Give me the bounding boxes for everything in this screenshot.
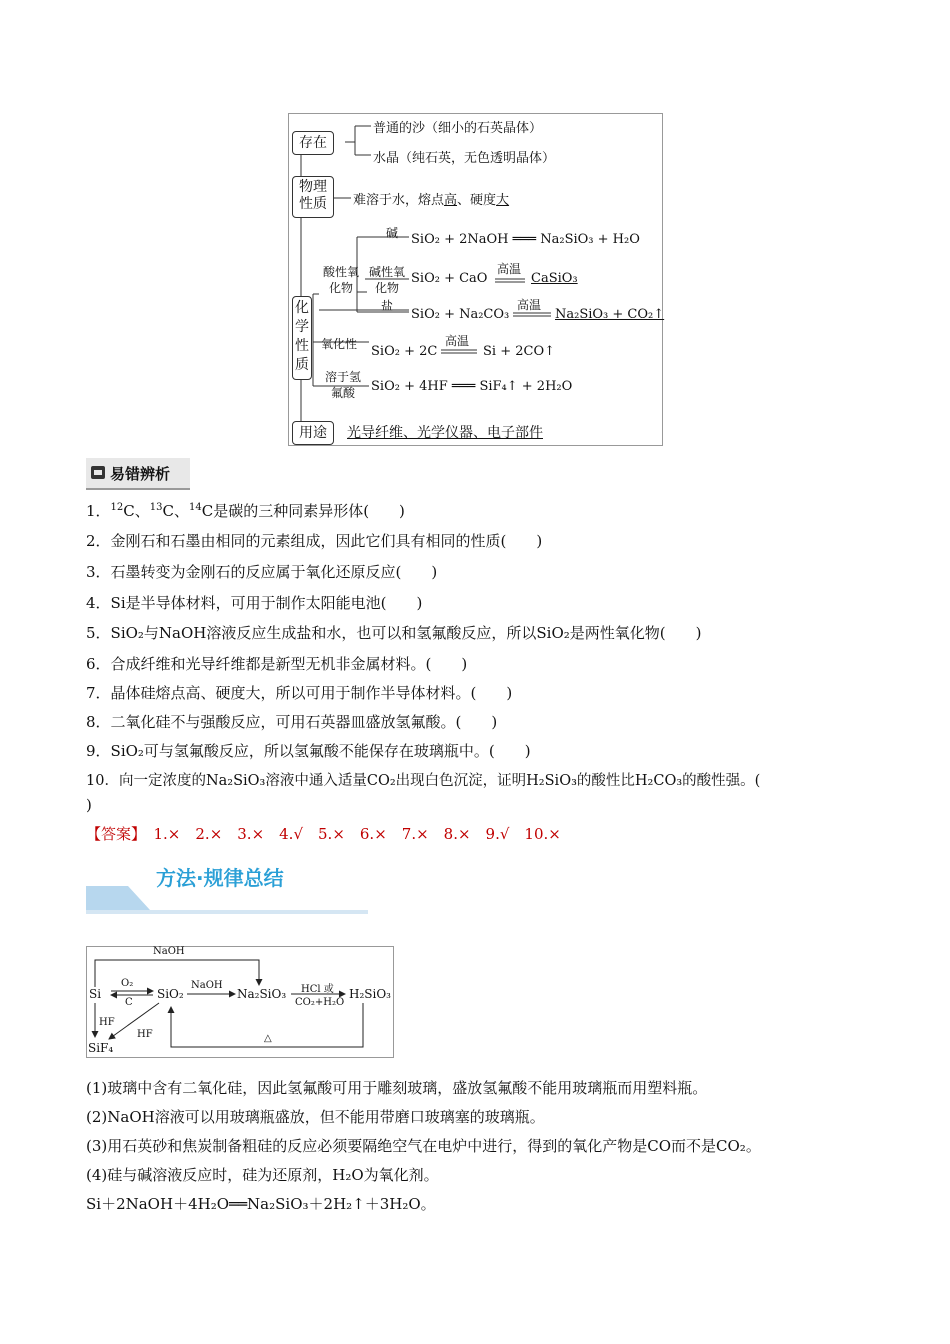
reaction-basic-oxide-left: SiO₂ + CaO: [411, 271, 488, 286]
physical-box: [292, 176, 334, 218]
reaction-hf: SiO₂ + 4HF ═══ SiF₄↑ + 2H₂O: [371, 379, 573, 394]
question-10-end: ): [86, 796, 92, 814]
q1-sup-12: 12: [110, 502, 124, 513]
reaction-oxidizing-right: Si + 2CO↑: [483, 344, 555, 359]
note-1: (1)玻璃中含有二氧化硅，因此氢氟酸可用于雕刻玻璃，盛放氢氟酸不能用玻璃瓶而用塑料瓶。: [86, 1079, 708, 1097]
physical-text-a: 难溶于水，熔点: [353, 193, 445, 208]
question-6: 6．合成纤维和光导纤维都是新型无机非金属材料。( ): [86, 655, 468, 673]
dissolve-hf-label: 溶于氢氟酸: [324, 370, 361, 400]
reaction-salt-left: SiO₂ + Na₂CO₃: [411, 307, 510, 322]
silicon-reaction-diagram: [86, 946, 394, 1058]
question-8: 8．二氧化硅不与强酸反应，可用石英器皿盛放氢氟酸。( ): [86, 713, 498, 731]
co2h2o-label: CO₂+H₂O: [295, 997, 345, 1008]
note-4: (4)硅与碱溶液反应时，硅为还原剂，H₂O为氧化剂。: [86, 1166, 439, 1184]
chemical-box: [292, 296, 312, 380]
question-2: 2．金刚石和石墨由相同的元素组成，因此它们具有相同的性质( ): [86, 532, 543, 550]
use-label: 用途: [299, 425, 327, 441]
salt-label: 盐: [381, 299, 394, 313]
base-label: 碱: [386, 226, 399, 240]
existence-label: 存在: [299, 135, 327, 151]
h2sio3-node: H₂SiO₃: [349, 987, 391, 1001]
physical-text-b: 、硬度: [457, 193, 497, 208]
q1-sup-13: 13: [149, 502, 163, 513]
question-7: 7．晶体硅熔点高、硬度大，所以可用于制作半导体材料。( ): [86, 684, 513, 702]
method-banner: [86, 862, 368, 914]
answer-line: 【答案】 1.× 2.× 3.× 4.√ 5.× 6.× 7.× 8.× 9.√ 10.×: [86, 825, 561, 843]
note-3: (3)用石英砂和焦炭制备粗硅的反应必须要隔绝空气在电炉中进行，得到的氧化产物是CO而不是CO₂。: [86, 1137, 761, 1155]
existence-box: [292, 131, 334, 155]
question-4: 4．Si是半导体材料，可用于制作太阳能电池( ): [86, 594, 423, 612]
hcl-label: HCl 或: [301, 984, 334, 995]
note-2: (2)NaOH溶液可以用玻璃瓶盛放，但不能用带磨口玻璃塞的玻璃瓶。: [86, 1108, 545, 1126]
existence-item-sand: 普通的沙（细小的石英晶体）: [373, 121, 543, 136]
physical-big: 大: [496, 193, 510, 208]
q1-number: 1．: [86, 502, 111, 520]
existence-item-crystal: 水晶（纯石英，无色透明晶体）: [373, 151, 556, 166]
oxidizing-label: 氧化性: [321, 337, 358, 351]
high-temp-label-3: 高温: [445, 334, 470, 348]
q1-sup-14: 14: [188, 502, 202, 513]
question-9: 9．SiO₂可与氢氟酸反应，所以氢氟酸不能保存在玻璃瓶中。( ): [86, 742, 531, 760]
naoh-top-label: NaOH: [153, 946, 185, 957]
sio2-concept-diagram: [288, 113, 663, 446]
hf-label-2: HF: [137, 1029, 153, 1040]
na2sio3-node: Na₂SiO₃: [237, 987, 287, 1001]
use-text: 光导纤维、光学仪器、电子部件: [347, 425, 543, 441]
si-node: Si: [89, 987, 102, 1001]
high-temp-label-1: 高温: [497, 262, 522, 276]
physical-high: 高: [444, 193, 458, 208]
o2-label: O₂: [121, 978, 134, 989]
physical-label: 物理性质: [299, 179, 327, 212]
sif4-node: SiF₄: [88, 1041, 114, 1055]
use-box: [292, 421, 334, 445]
q1-text-c: C、: [162, 502, 189, 520]
heat-symbol: △: [264, 1033, 272, 1044]
hf-label-1: HF: [99, 1017, 115, 1028]
note-5-equation: Si＋2NaOH＋4H₂O══Na₂SiO₃＋2H₂↑＋3H₂O。: [86, 1195, 436, 1213]
error-section-title: 易错辨析: [110, 465, 171, 483]
basic-oxide-label: 碱性氧化物: [368, 265, 405, 295]
reaction-salt-right: Na₂SiO₃ + CO₂↑: [555, 307, 665, 322]
physical-properties: [353, 189, 509, 208]
error-section-header: [86, 458, 190, 490]
high-temp-label-2: 高温: [517, 298, 542, 312]
q1-text-d: C是碳的三种同素异形体( ): [201, 502, 405, 520]
naoh-mid-label: NaOH: [191, 980, 223, 991]
q1-text-b: C、: [123, 502, 150, 520]
acidic-oxide-label: 酸性氧化物: [322, 265, 359, 295]
c-label: C: [125, 997, 133, 1008]
reaction-oxidizing-left: SiO₂ + 2C: [371, 344, 438, 359]
question-3: 3．石墨转变为金刚石的反应属于氧化还原反应( ): [86, 563, 438, 581]
chemical-label: 化学性质: [295, 300, 309, 373]
reaction-basic-oxide-right: CaSiO₃: [531, 271, 578, 286]
question-1: [86, 500, 405, 521]
question-5: 5．SiO₂与NaOH溶液反应生成盐和水，也可以和氢氟酸反应，所以SiO₂是两性氧化物( ): [86, 624, 702, 642]
section-icon: [91, 466, 105, 479]
method-title: 方法·规律总结: [156, 866, 284, 890]
sio2-node: SiO₂: [157, 987, 184, 1001]
reaction-base: SiO₂ + 2NaOH ═══ Na₂SiO₃ + H₂O: [411, 232, 640, 247]
question-10: 10．向一定浓度的Na₂SiO₃溶液中通入适量CO₂出现白色沉淀，证明H₂SiO₃的酸性比H₂CO₃的酸性强。(: [86, 773, 761, 789]
